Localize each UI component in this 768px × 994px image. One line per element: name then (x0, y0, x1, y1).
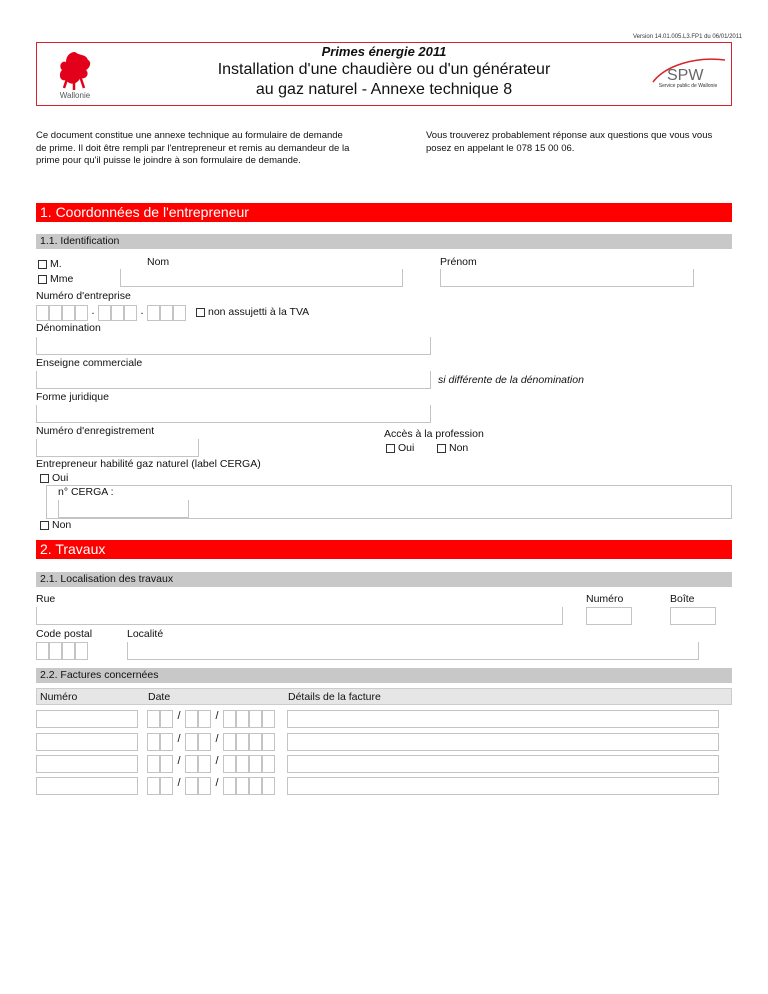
section1-sub1: 1.1. Identification (36, 234, 732, 249)
col-numero: Numéro (40, 691, 78, 703)
col-details: Détails de la facture (288, 691, 381, 703)
prenom-label: Prénom (440, 256, 477, 268)
date-separator: / (215, 733, 219, 745)
cp-field[interactable] (36, 642, 88, 660)
forme-label: Forme juridique (36, 391, 109, 403)
checkbox-icon (38, 260, 47, 269)
si-differente-note: si différente de la dénomination (438, 374, 584, 386)
date-separator: / (177, 733, 181, 745)
form-title: Primes énergie 2011 (321, 44, 447, 59)
invoice-number-field[interactable] (36, 733, 138, 751)
spw-logo-text: SPW (667, 67, 704, 84)
civility-mme[interactable]: Mme (38, 273, 73, 285)
checkbox-icon (437, 444, 446, 453)
date-separator: / (177, 777, 181, 789)
denomination-label: Dénomination (36, 322, 101, 334)
invoice-details-field[interactable] (287, 777, 719, 795)
invoice-number-field[interactable] (36, 755, 138, 773)
cp-label: Code postal (36, 628, 93, 640)
date-separator: / (177, 710, 181, 722)
non-tva-checkbox[interactable]: non assujetti à la TVA (196, 306, 309, 318)
cerga-non[interactable]: Non (40, 519, 71, 531)
rue-field[interactable] (36, 607, 563, 625)
invoice-date-field[interactable] (147, 755, 275, 773)
section2-sub1: 2.1. Localisation des travaux (36, 572, 732, 587)
localite-field[interactable] (127, 642, 699, 660)
enseigne-label: Enseigne commerciale (36, 357, 143, 369)
date-separator: / (215, 755, 219, 767)
intro-right: Vous trouverez probablement réponse aux questions que vous vous posez en appelant le 078 15 00 06. (426, 130, 713, 154)
acces-non[interactable]: Non (437, 442, 468, 454)
nom-field[interactable] (120, 269, 403, 287)
invoice-table-header (36, 688, 732, 705)
num-enreg-field[interactable] (36, 439, 199, 457)
logo-text: Wallonie (59, 91, 91, 100)
denomination-field[interactable] (36, 337, 431, 355)
nom-label: Nom (147, 256, 170, 268)
date-separator: / (215, 777, 219, 789)
section2-sub2: 2.2. Factures concernées (36, 668, 732, 683)
boite-field[interactable] (670, 607, 716, 625)
acces-label: Accès à la profession (384, 428, 484, 440)
forme-field[interactable] (36, 405, 431, 423)
date-separator: / (177, 755, 181, 767)
cerga-oui[interactable]: Oui (40, 472, 68, 484)
prenom-field[interactable] (440, 269, 694, 287)
col-date: Date (148, 691, 171, 703)
checkbox-icon (40, 521, 49, 530)
habilite-label: Entrepreneur habilité gaz naturel (label CERGA) (36, 458, 261, 470)
localite-label: Localité (127, 628, 164, 640)
rue-label: Rue (36, 593, 56, 605)
invoice-details-field[interactable] (287, 710, 719, 728)
spw-caption: Service public de Wallonie (658, 83, 718, 89)
invoice-date-field[interactable] (147, 710, 275, 728)
num-entreprise-label: Numéro d'entreprise (36, 290, 131, 302)
cerga-field[interactable] (58, 500, 189, 518)
numero-label: Numéro (586, 593, 624, 605)
invoice-details-field[interactable] (287, 733, 719, 751)
numero-field[interactable] (586, 607, 632, 625)
acces-oui[interactable]: Oui (386, 442, 414, 454)
version-text: Version 14.01.005.L3.FP1 du 06/01/2011 (633, 34, 742, 40)
spw-logo-icon (645, 52, 731, 96)
form-subtitle: Installation d'une chaudière ou d'un générateur au gaz naturel - Annexe technique 8 (217, 61, 551, 98)
num-enreg-label: Numéro d'enregistrement (36, 425, 155, 437)
num-entreprise-field[interactable]: . . (36, 305, 186, 321)
invoice-date-field[interactable] (147, 777, 275, 795)
enseigne-field[interactable] (36, 371, 431, 389)
checkbox-icon (386, 444, 395, 453)
checkbox-icon (38, 275, 47, 284)
intro-left: Ce document constitue une annexe technique au formulaire de demande de prime. Il doit être rempli par l'entrepreneur et remis au demandeur de la prime pour qu'il puisse le joindre à son formulaire de demande. (36, 130, 350, 166)
civility-m[interactable]: M. (38, 258, 62, 270)
date-separator: / (215, 710, 219, 722)
section2-title: 2. Travaux (36, 540, 732, 559)
invoice-number-field[interactable] (36, 710, 138, 728)
cerga-label: n° CERGA : (58, 486, 114, 498)
invoice-number-field[interactable] (36, 777, 138, 795)
checkbox-icon (40, 474, 49, 483)
invoice-date-field[interactable] (147, 733, 275, 751)
section1-title: 1. Coordonnées de l'entrepreneur (36, 203, 732, 222)
boite-label: Boîte (670, 593, 695, 605)
checkbox-icon (196, 308, 205, 317)
invoice-details-field[interactable] (287, 755, 719, 773)
